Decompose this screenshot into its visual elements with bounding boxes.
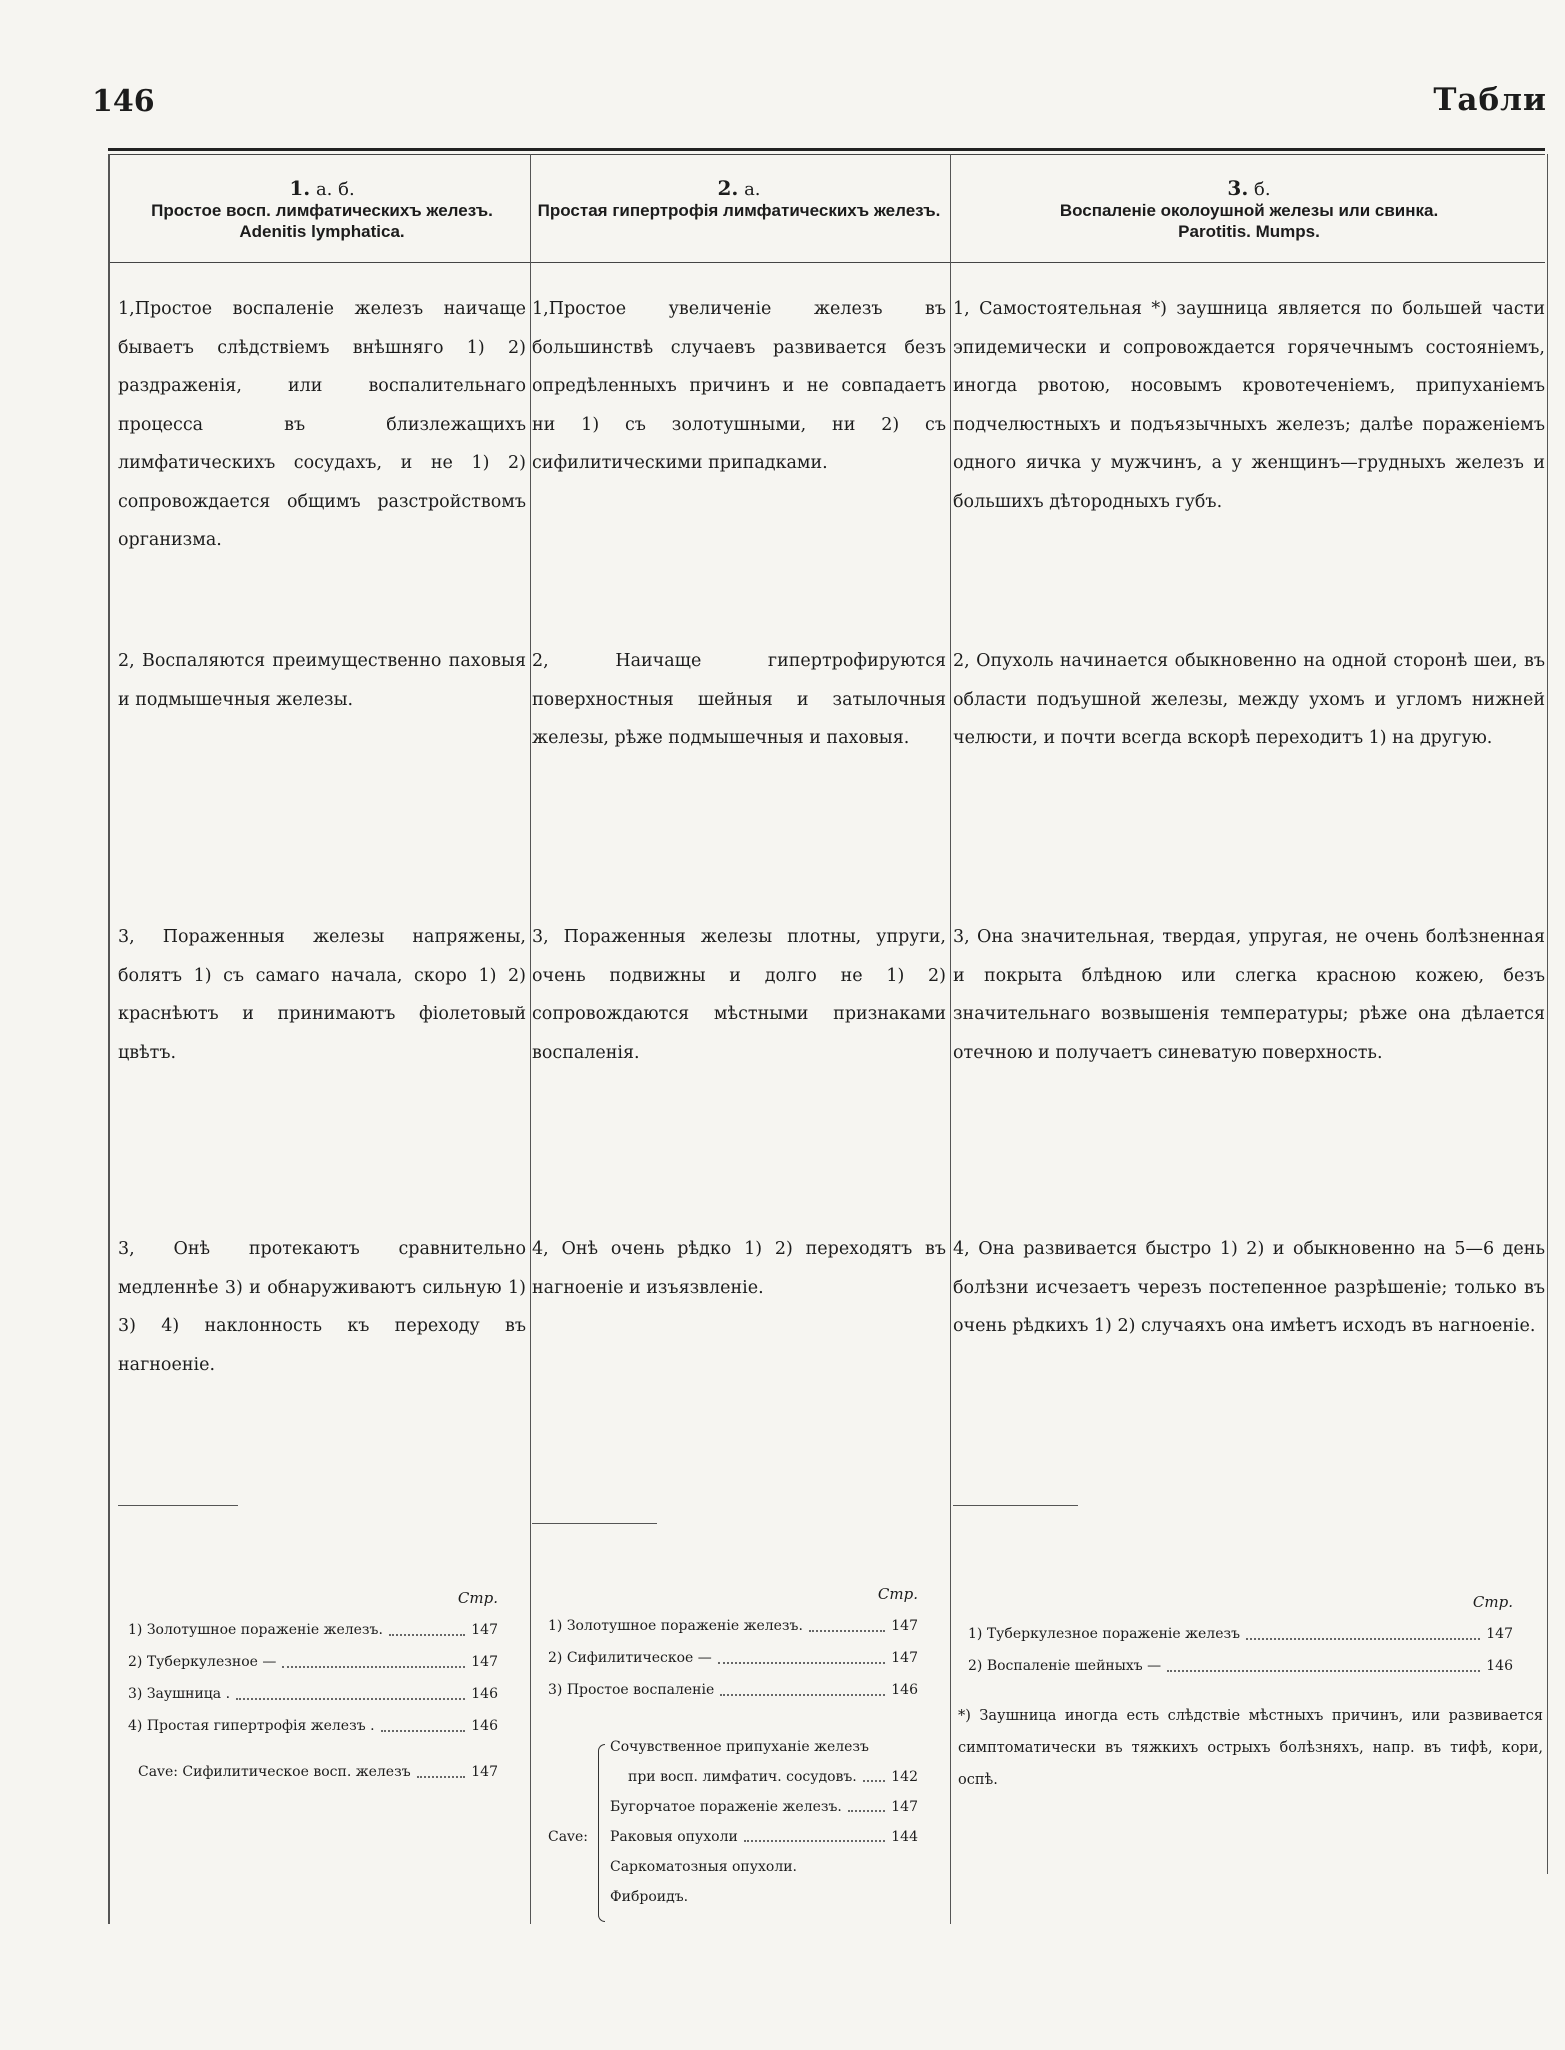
column-2-number: 2. xyxy=(717,176,739,200)
header-rule xyxy=(108,262,1545,263)
column-1-item-3: 3, Пораженныя железы напряжены, болятъ 1) съ самаго начала, скоро 1) 2) краснѣютъ и принимаютъ фіолетовый цвѣтъ. xyxy=(118,927,526,1063)
column-1-refs-header: Стр. xyxy=(457,1589,498,1607)
column-3-item-3: 3, Она значительная, твердая, упругая, не очень болѣзненная и покрыта блѣдною или слегка красною кожею, безъ значительнаго возвышенія температуры; рѣже она дѣлается отечною и получаетъ синеватую поверхность. xyxy=(953,927,1545,1063)
column-3-item-2: 2, Опухоль начинается обыкновенно на одной сторонѣ шеи, въ области подъушной железы, между ухомъ и угломъ нижней челюсти, и почти всегда вскорѣ переходитъ 1) на другую. xyxy=(953,651,1545,748)
column-2-ref-2: 2) Сифилитическое — 147 xyxy=(548,1642,918,1674)
column-1-cave: Cave: Сифилитическое восп. железъ 147 xyxy=(128,1756,498,1788)
column-1-ref-4: 4) Простая гипертрофія железъ . 146 xyxy=(128,1710,498,1742)
column-3-number: 3. xyxy=(1227,176,1249,200)
column-3-title: Воспаленіе околоушной железы или свинка. xyxy=(1059,201,1439,220)
column-2-cave-label: Cave: xyxy=(548,1829,588,1845)
column-3-footnote: *) Заушница иногда есть слѣдствіе мѣстныхъ причинъ, или развивается симптоматически въ тяжкихъ острыхъ болѣзняхъ, напр. въ тифѣ, кори, оспѣ. xyxy=(958,1708,1543,1788)
column-1-item-4: 3, Онѣ протекаютъ сравнительно медленнѣе 3) и обнаруживаютъ сильную 1) 3) 4) наклонность къ переходу въ нагноеніе. xyxy=(118,1239,526,1375)
column-2-ref-1: 1) Золотушное пораженіе железъ. 147 xyxy=(548,1610,918,1642)
column-2-cave-item-3: Бугорчатое пораженіе железъ. 147 xyxy=(610,1792,918,1822)
column-3-header xyxy=(953,178,1545,242)
column-1-ref-3: 3) Заушница . 146 xyxy=(128,1678,498,1710)
column-border-right xyxy=(1547,154,1548,1874)
column-2-title: Простая гипертрофія лимфатическихъ железъ. xyxy=(537,201,941,220)
column-1-refs xyxy=(128,1582,498,1788)
column-2-item-2: 2, Наичаще гипертрофируются поверхностныя шейныя и затылочныя железы, рѣже подмышечныя и паховыя. xyxy=(532,651,946,748)
top-rule-thin xyxy=(108,154,1545,155)
column-1-header xyxy=(118,178,526,242)
column-3-ref-2: 2) Воспаленіе шейныхъ — 146 xyxy=(968,1650,1513,1682)
column-2-item-4: 4, Онѣ очень рѣдко 1) 2) переходятъ въ нагноеніе и изъязвленіе. xyxy=(532,1239,946,1298)
column-2-cave-item-6: Фиброидъ. xyxy=(610,1889,689,1905)
column-1-item-1: 1,Простое воспаленіе железъ наичаще бываетъ слѣдствіемъ внѣшняго 1) 2) раздраженія, или воспалительнаго процесса въ близлежащихъ лимфатическихъ сосудахъ, и не 1) 2) сопровождается общимъ разстройствомъ организма. xyxy=(118,299,526,550)
column-3-sub: б. xyxy=(1254,179,1271,200)
column-3-item-1: 1, Самостоятельная *) заушница является по большей части эпидемически и сопровождается горячечнымъ состояніемъ, иногда рвотою, носовымъ кровотеченіемъ, припуханіемъ подчелюстныхъ и подъязычныхъ железъ; далѣе пораженіемъ одного яичка у мужчинъ, а у женщинъ—грудныхъ железъ и большихъ дѣтородныхъ губъ. xyxy=(953,299,1545,512)
column-3-item-4: 4, Она развивается быстро 1) 2) и обыкновенно на 5—6 день болѣзни исчезаетъ черезъ постепенное разрѣшеніе; только въ очень рѣдкихъ 1) 2) случаяхъ она имѣетъ исходъ въ нагноеніе. xyxy=(953,1239,1545,1336)
column-1-title: Простое восп. лимфатическихъ железъ. xyxy=(151,201,493,220)
column-border-left xyxy=(108,154,110,1924)
column-3-refs xyxy=(968,1586,1513,1682)
column-2-ref-3: 3) Простое воспаленіе 146 xyxy=(548,1674,918,1706)
column-2-cave-item-2: при восп. лимфатич. сосудовъ. 142 xyxy=(610,1762,918,1792)
column-2-item-3: 3, Пораженныя железы плотны, упруги, очень подвижны и долго не 1) 2) сопровождаются мѣстными признаками воспаленія. xyxy=(532,927,946,1063)
top-rule xyxy=(108,148,1545,151)
column-1-ref-2: 2) Туберкулезное — 147 xyxy=(128,1646,498,1678)
column-2-cave-brace xyxy=(598,1744,605,1922)
column-1-number: 1. xyxy=(289,176,311,200)
column-1-separator xyxy=(118,1505,238,1506)
column-1-item-2: 2, Воспаляются преимущественно паховыя и подмышечныя железы. xyxy=(118,651,526,710)
column-2-separator xyxy=(532,1523,657,1524)
column-2-cave-item-5: Саркоматозныя опухоли. xyxy=(610,1859,797,1875)
column-2-refs-header: Стр. xyxy=(877,1585,918,1603)
column-2-refs xyxy=(548,1578,918,1706)
column-1-sub: а. б. xyxy=(315,179,355,200)
column-3-ref-1: 1) Туберкулезное пораженіе железъ 147 xyxy=(968,1618,1513,1650)
column-3-separator xyxy=(953,1505,1078,1506)
column-2-header xyxy=(532,178,946,221)
column-2-cave-item-1: Сочувственное припуханіе железъ xyxy=(610,1739,869,1755)
column-1-ref-1: 1) Золотушное пораженіе железъ. 147 xyxy=(128,1614,498,1646)
column-3-refs-header: Стр. xyxy=(1472,1593,1513,1611)
column-1-latin: Adenitis lymphatica. xyxy=(239,222,405,241)
running-head: Табли xyxy=(1433,82,1547,118)
column-2-cave-item-4: Раковыя опухоли 144 xyxy=(610,1822,918,1852)
column-border-1 xyxy=(530,154,531,1924)
column-border-2 xyxy=(950,154,951,1924)
column-3-latin: Parotitis. Mumps. xyxy=(1178,222,1320,241)
page-number: 146 xyxy=(92,84,155,119)
column-2-item-1: 1,Простое увеличеніе железъ въ большинствѣ случаевъ развивается безъ опредѣленныхъ причинъ и не совпадаетъ ни 1) съ золотушными, ни 2) съ сифилитическими припадками. xyxy=(532,299,946,473)
column-2-sub: а. xyxy=(744,179,761,200)
